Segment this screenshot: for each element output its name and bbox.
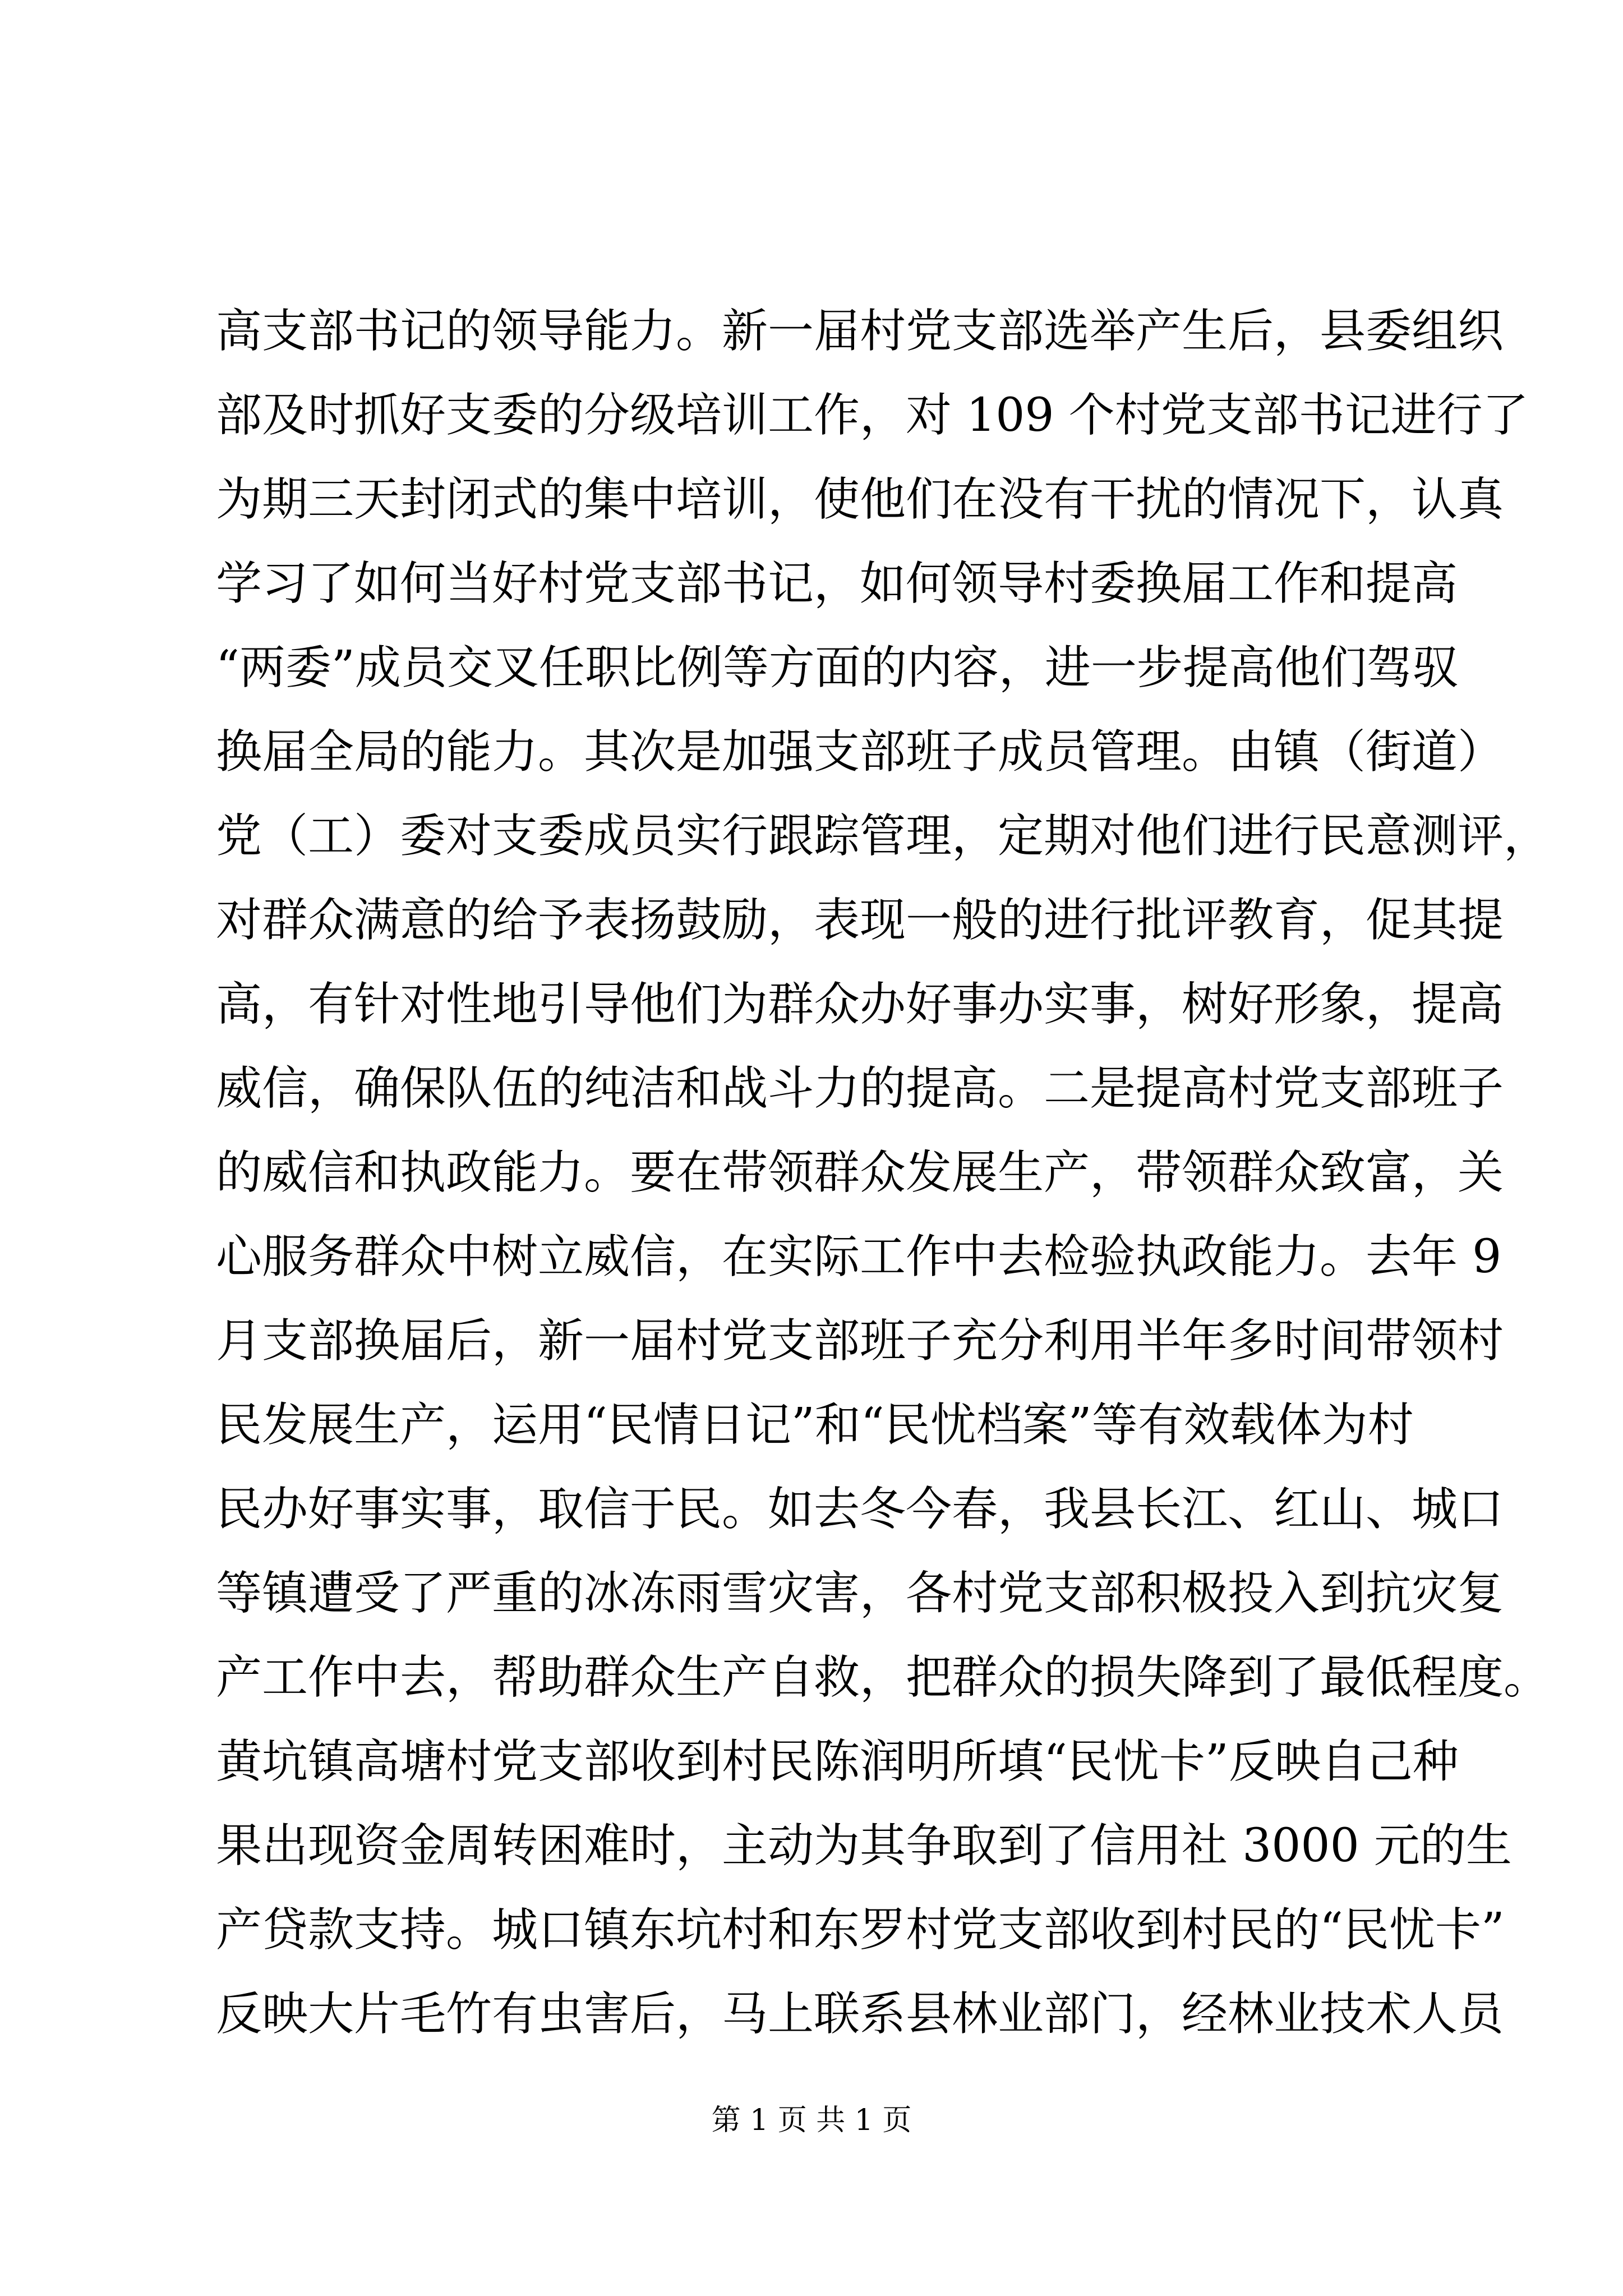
text-line: 月支部换届后，新一届村党支部班子充分利用半年多时间带领村 xyxy=(216,1314,1504,1368)
text-line: 等镇遭受了严重的冰冻雨雪灾害，各村党支部积极投入到抗灾复 xyxy=(216,1567,1504,1620)
text-line: 为期三天封闭式的集中培训，使他们在没有干扰的情况下，认真 xyxy=(216,473,1504,526)
text-line: 高，有针对性地引导他们为群众办好事办实事，树好形象，提高 xyxy=(216,978,1504,1031)
text-line: 威信，确保队伍的纯洁和战斗力的提高。二是提高村党支部班子 xyxy=(216,1062,1504,1115)
text-line: “两委”成员交叉任职比例等方面的内容，进一步提高他们驾驭 xyxy=(216,641,1459,694)
text-line: 部及时抓好支委的分级培训工作，对 109 个村党支部书记进行了 xyxy=(216,389,1529,442)
text-line: 果出现资金周转困难时，主动为其争取到了信用社 3000 元的生 xyxy=(216,1819,1512,1872)
text-line: 反映大片毛竹有虫害后，马上联系县林业部门，经林业技术人员 xyxy=(216,1987,1504,2041)
text-line: 换届全局的能力。其次是加强支部班子成员管理。由镇（街道） xyxy=(216,725,1504,779)
text-line: 的威信和执政能力。要在带领群众发展生产，带领群众致富，关 xyxy=(216,1146,1504,1199)
text-line: 民办好事实事，取信于民。如去冬今春，我县长江、红山、城口 xyxy=(216,1483,1504,1536)
text-line: 产工作中去，帮助群众生产自救，把群众的损失降到了最低程度。 xyxy=(216,1651,1550,1704)
text-line: 产贷款支持。城口镇东坑村和东罗村党支部收到村民的“民忧卡” xyxy=(216,1903,1505,1957)
text-line: 学习了如何当好村党支部书记，如何领导村委换届工作和提高 xyxy=(216,557,1458,610)
text-line: 心服务群众中树立威信，在实际工作中去检验执政能力。去年 9 xyxy=(216,1230,1502,1283)
text-line: 党（工）委对支委成员实行跟踪管理，定期对他们进行民意测评， xyxy=(216,809,1550,863)
text-line: 民发展生产，运用“民情日记”和“民忧档案”等有效载体为村 xyxy=(216,1398,1414,1452)
text-line: 高支部书记的领导能力。新一届村党支部选举产生后，县委组织 xyxy=(216,305,1504,358)
text-line: 黄坑镇高塘村党支部收到村民陈润明所填“民忧卡”反映自己种 xyxy=(216,1735,1459,1788)
text-line: 对群众满意的给予表扬鼓励，表现一般的进行批评教育，促其提 xyxy=(216,894,1504,947)
page-footer: 第 1 页 共 1 页 xyxy=(711,2104,912,2137)
